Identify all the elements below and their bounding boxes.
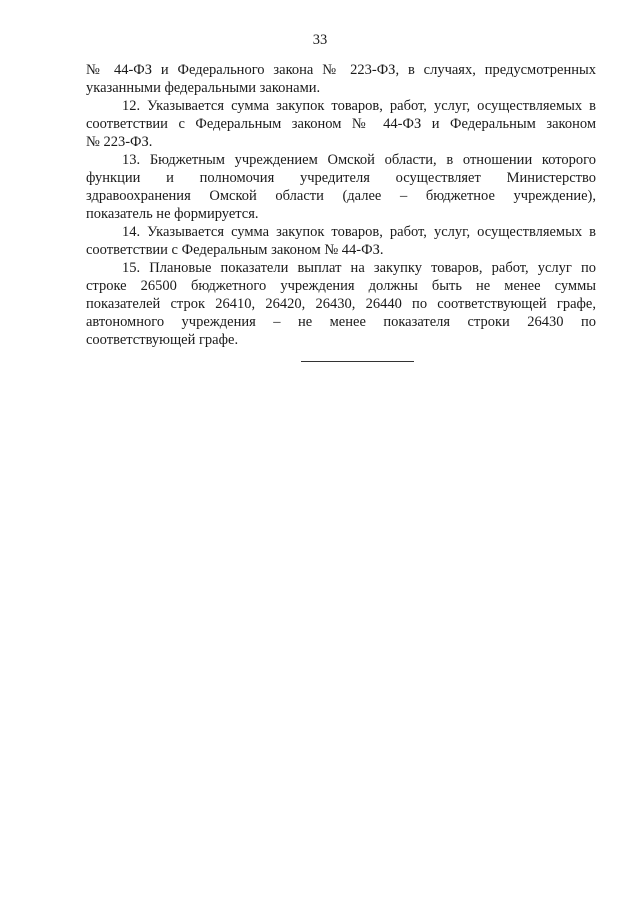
paragraph-13 (86, 151, 596, 223)
text-line: автономного учреждения – не менее показателя строки 26430 по (86, 314, 596, 330)
text-line: указанными федеральными законами. (86, 80, 321, 96)
text-line: соответствии с Федеральным законом № 44-ФЗ и Федеральным законом (86, 116, 596, 132)
text-line: показатель не формируется. (86, 206, 259, 222)
document-body (86, 61, 596, 349)
text-line: соответствии с Федеральным законом № 44-ФЗ. (86, 242, 384, 258)
page-number: 33 (312, 32, 328, 48)
paragraph-15 (86, 259, 596, 349)
text-line: функции и полномочия учредителя осуществляет Министерство (86, 170, 596, 186)
paragraph-continuation (86, 61, 596, 97)
text-line: показателей строк 26410, 26420, 26430, 26440 по соответствующей графе, (86, 296, 596, 312)
text-line: 15. Плановые показатели выплат на закупку товаров, работ, услуг по (122, 260, 596, 276)
text-line: 12. Указывается сумма закупок товаров, работ, услуг, осуществляемых в (122, 98, 596, 114)
text-line: 13. Бюджетным учреждением Омской области, в отношении которого (122, 152, 596, 168)
paragraph-12 (86, 97, 596, 151)
text-line: соответствующей графе. (86, 332, 239, 348)
text-line: 14. Указывается сумма закупок товаров, работ, услуг, осуществляемых в (122, 224, 596, 240)
text-line: № 223-ФЗ. (86, 134, 153, 150)
text-line: № 44-ФЗ и Федерального закона № 223-ФЗ, в случаях, предусмотренных (86, 62, 596, 78)
text-line: здравоохранения Омской области (далее – бюджетное учреждение), (86, 188, 596, 204)
paragraph-14 (86, 223, 596, 259)
text-line: строке 26500 бюджетного учреждения должны быть не менее суммы (86, 278, 596, 294)
end-separator-line (301, 361, 414, 362)
